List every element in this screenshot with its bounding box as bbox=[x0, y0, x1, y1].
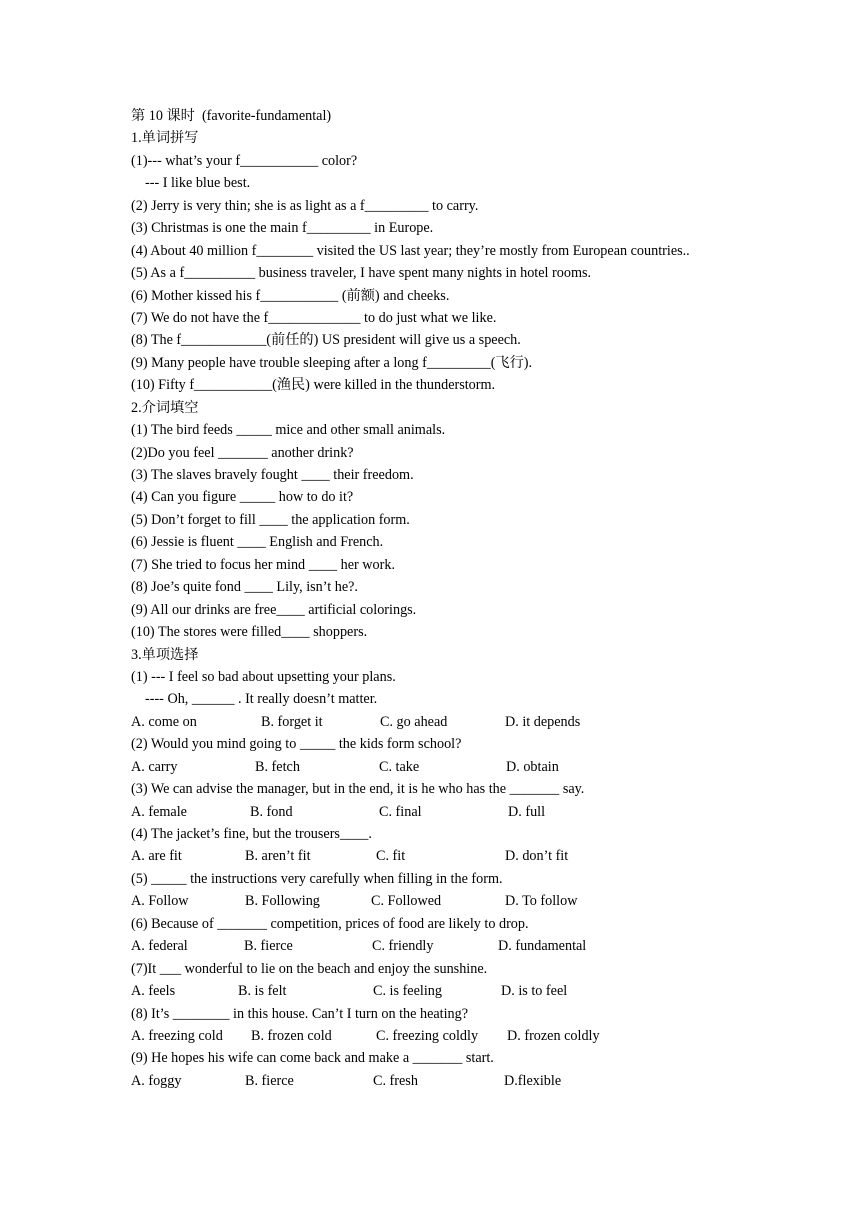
option-a: A. federal bbox=[131, 938, 188, 955]
answer-options bbox=[131, 756, 771, 778]
lesson-title: 第 10 课时 (favorite-fundamental) bbox=[131, 108, 332, 124]
section-heading-spelling: 1.单词拼写 bbox=[131, 130, 199, 147]
spelling-item: (6) Mother kissed his f___________ (前额) and cheeks. bbox=[131, 287, 450, 304]
option-a: A. freezing cold bbox=[131, 1027, 223, 1044]
spelling-item: (10) Fifty f___________(渔民) were killed in the thunderstorm. bbox=[131, 377, 496, 394]
option-b: B. aren’t fit bbox=[245, 848, 311, 865]
option-d: D. don’t fit bbox=[505, 848, 569, 865]
preposition-item: (1) The bird feeds _____ mice and other small animals. bbox=[131, 422, 446, 439]
option-b: B. Following bbox=[245, 893, 320, 910]
option-b: B. frozen cold bbox=[251, 1027, 332, 1044]
option-d: D. frozen coldly bbox=[507, 1027, 600, 1044]
preposition-item: (8) Joe’s quite fond ____ Lily, isn’t he?. bbox=[131, 579, 358, 596]
preposition-item: (10) The stores were filled____ shoppers. bbox=[131, 624, 368, 641]
spelling-item: (3) Christmas is one the main f_________ in Europe. bbox=[131, 220, 434, 237]
spelling-item: (8) The f____________(前任的) US president will give us a speech. bbox=[131, 332, 521, 349]
option-b: B. fierce bbox=[244, 938, 293, 955]
section-heading-prepositions: 2.介词填空 bbox=[131, 399, 199, 416]
option-a: A. are fit bbox=[131, 848, 182, 865]
preposition-item: (4) Can you figure _____ how to do it? bbox=[131, 489, 354, 506]
option-d: D. fundamental bbox=[498, 938, 587, 955]
option-d: D.flexible bbox=[504, 1072, 562, 1089]
option-a: A. foggy bbox=[131, 1072, 182, 1089]
option-a: A. female bbox=[131, 803, 187, 820]
option-d: D. is to feel bbox=[501, 983, 568, 1000]
option-d: D. To follow bbox=[505, 893, 578, 910]
question-stem-reply: ---- Oh, ______ . It really doesn’t matter. bbox=[145, 691, 378, 708]
question-stem: (9) He hopes his wife can come back and make a _______ start. bbox=[131, 1050, 494, 1067]
option-b: B. fond bbox=[250, 803, 293, 820]
question-stem: (3) We can advise the manager, but in the end, it is he who has the _______ say. bbox=[131, 781, 585, 798]
question-stem: (1) --- I feel so bad about upsetting your plans. bbox=[131, 668, 396, 685]
spelling-item: (9) Many people have trouble sleeping after a long f_________(飞行). bbox=[131, 354, 533, 371]
option-c: C. freezing coldly bbox=[376, 1027, 479, 1044]
option-d: D. full bbox=[508, 803, 546, 820]
preposition-item: (5) Don’t forget to fill ____ the application form. bbox=[131, 511, 410, 528]
question-stem: (2) Would you mind going to _____ the kids form school? bbox=[131, 736, 462, 753]
spelling-item: (4) About 40 million f________ visited the US last year; they’re mostly from European countries.. bbox=[131, 242, 690, 259]
preposition-item: (9) All our drinks are free____ artificial colorings. bbox=[131, 601, 417, 618]
preposition-item: (2)Do you feel _______ another drink? bbox=[131, 444, 354, 461]
spelling-item: (1)--- what’s your f___________ color? bbox=[131, 152, 358, 169]
spelling-item: (5) As a f__________ business traveler, I have spent many nights in hotel rooms. bbox=[131, 265, 592, 282]
option-a: A. come on bbox=[131, 713, 197, 730]
preposition-item: (3) The slaves bravely fought ____ their freedom. bbox=[131, 467, 414, 483]
option-b: B. forget it bbox=[261, 713, 323, 730]
option-c: C. is feeling bbox=[373, 983, 442, 1000]
answer-options bbox=[131, 1025, 771, 1047]
question-stem: (5) _____ the instructions very carefully when filling in the form. bbox=[131, 870, 503, 887]
section-heading-multiple-choice: 3.单项选择 bbox=[131, 646, 199, 663]
option-d: D. it depends bbox=[505, 713, 581, 730]
option-c: C. Followed bbox=[371, 893, 442, 910]
answer-options bbox=[131, 890, 771, 912]
question-stem: (7)It ___ wonderful to lie on the beach and enjoy the sunshine. bbox=[131, 960, 488, 977]
preposition-item: (7) She tried to focus her mind ____ her work. bbox=[131, 556, 395, 573]
answer-options bbox=[131, 711, 771, 733]
option-a: A. carry bbox=[131, 758, 178, 775]
option-c: C. friendly bbox=[372, 938, 434, 955]
option-b: B. fierce bbox=[245, 1072, 294, 1089]
spelling-item: (2) Jerry is very thin; she is as light as a f_________ to carry. bbox=[131, 197, 479, 214]
option-c: C. fresh bbox=[373, 1072, 418, 1089]
option-c: C. fit bbox=[376, 848, 406, 865]
answer-options bbox=[131, 935, 771, 957]
option-c: C. take bbox=[379, 758, 420, 775]
answer-options bbox=[131, 1070, 771, 1092]
option-a: A. Follow bbox=[131, 893, 189, 910]
spelling-item: (7) We do not have the f_____________ to do just what we like. bbox=[131, 309, 497, 326]
worksheet-content bbox=[131, 105, 771, 1092]
option-a: A. feels bbox=[131, 983, 176, 1000]
option-b: B. is felt bbox=[238, 983, 287, 1000]
option-c: C. final bbox=[379, 803, 422, 820]
option-d: D. obtain bbox=[506, 758, 559, 775]
spelling-item-answer: --- I like blue best. bbox=[145, 175, 251, 192]
answer-options bbox=[131, 801, 771, 823]
answer-options bbox=[131, 845, 771, 867]
question-stem: (4) The jacket’s fine, but the trousers____. bbox=[131, 826, 372, 842]
question-stem: (6) Because of _______ competition, prices of food are likely to drop. bbox=[131, 915, 529, 932]
answer-options bbox=[131, 980, 771, 1002]
option-b: B. fetch bbox=[255, 758, 300, 775]
question-stem: (8) It’s ________ in this house. Can’t I turn on the heating? bbox=[131, 1005, 469, 1022]
option-c: C. go ahead bbox=[380, 713, 448, 730]
preposition-item: (6) Jessie is fluent ____ English and French. bbox=[131, 534, 384, 551]
